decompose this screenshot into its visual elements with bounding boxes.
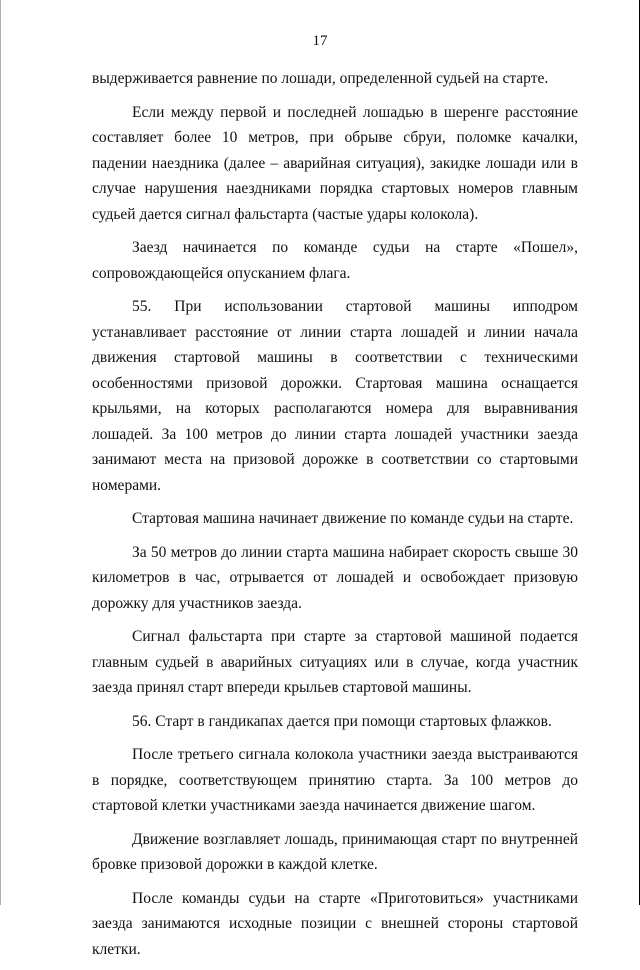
paragraph-start-car-speed: За 50 метров до линии старта машина набирает скорость свыше 30 километров в час, отрывается от лошадей и освобождает призовую дорожку для участников заезда.	[92, 543, 578, 612]
document-body	[92, 66, 578, 970]
paragraph-false-start-conditions: Если между первой и последней лошадью в шеренге расстояние составляет более 10 метров, при обрыве сбруи, поломке качалки, падении наездника (далее – аварийная ситуация), закидке лошади или в случае нарушения наездниками порядка стартовых номеров главным судьей дается сигнал фальстарта (частые удары колокола).	[92, 103, 578, 223]
paragraph-clause-56: 56. Старт в гандикапах дается при помощи стартовых флажков.	[132, 712, 552, 730]
paragraph-start-car-false-start: Сигнал фальстарта при старте за стартовой машиной подается главным судьей в аварийных ситуациях или в случае, когда участник заезда принял старт впереди крыльев стартовой машины.	[92, 628, 578, 696]
page-number: 17	[312, 33, 328, 49]
paragraph-handicap-lineup: После третьего сигнала колокола участники заезда выстраиваются в порядке, соответствующем принятию старта. За 100 метров до стартовой клетки участниками заезда начинается движение шагом.	[92, 746, 578, 814]
paragraph-start-car-movement: Стартовая машина начинает движение по команде судьи на старте.	[132, 510, 574, 527]
paragraph-inner-rail-lead: Движение возглавляет лошадь, принимающая старт по внутренней бровке призовой дорожки в каждой клетке.	[92, 830, 578, 873]
paragraph-clause-55: 55. При использовании стартовой машины ипподром устанавливает расстояние от линии старта лошадей и линии начала движения стартовой машины в соответствии с техническими особенностями призовой дорожки. Стартовая машина оснащается крыльями, на которых располагаются номера для выравнивания лошадей. За 100 метров до линии старта лошадей участники заезда занимают места на призовой дорожке в соответствии со стартовыми номерами.	[92, 298, 578, 494]
paragraph-race-start-command: Заезд начинается по команде судьи на старте «Пошел», сопровождающейся опусканием флага.	[92, 239, 578, 282]
paragraph-continuation: выдерживается равнение по лошади, определенной судьей на старте.	[92, 70, 549, 87]
paragraph-get-ready-command: После команды судьи на старте «Приготовиться» участниками заезда занимаются исходные позиции с внешней стороны стартовой клетки.	[92, 889, 578, 958]
page-left-edge	[0, 0, 1, 905]
